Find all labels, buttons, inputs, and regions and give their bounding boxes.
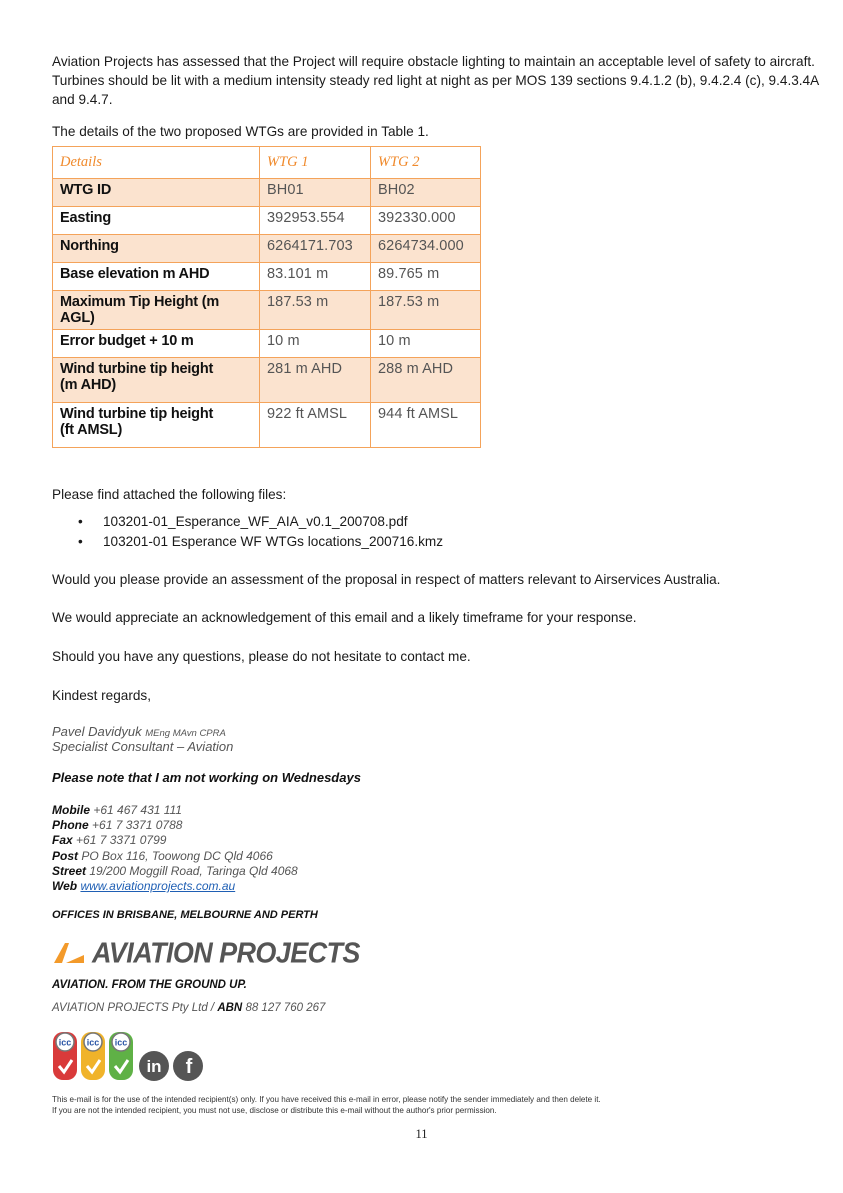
contact-value: +61 7 3371 0799 — [76, 833, 167, 848]
intro-paragraph: Aviation Projects has assessed that the Project will require obstacle lighting to maintain an acceptable level of safety to aircraft. Turbines should be lit with a medium intensity steady red light at night as per MOS 139 sections 9.4.1.2 (b), 9.4.2.4 (c), 9.4.3.4A and 9.4.7. — [52, 54, 819, 107]
row-label — [53, 358, 260, 403]
slogan: AVIATION. FROM THE GROUND UP. — [52, 979, 247, 991]
wtg1-value: 281 m AHD — [260, 358, 371, 403]
contact-block — [52, 803, 298, 894]
disclaimer-line: This e-mail is for the use of the intended recipient(s) only. If you have received this e-mail in error, please notify the sender immediately and then delete it. — [52, 1095, 601, 1104]
certification-badge-icon — [80, 1030, 106, 1082]
table-row — [53, 263, 481, 291]
contact-line — [52, 803, 298, 818]
badge-label: icc — [58, 1037, 72, 1048]
table-header-cell: WTG 1 — [260, 147, 371, 179]
table-intro: The details of the two proposed WTGs are provided in Table 1. — [52, 124, 429, 139]
table-header-cell: Details — [53, 147, 260, 179]
table-row — [53, 330, 481, 358]
contact-line — [52, 833, 298, 848]
signature-name — [52, 724, 226, 739]
assessment-request: Would you please provide an assessment of the proposal in respect of matters relevant to Airservices Australia. — [52, 572, 721, 587]
acknowledgement-request: We would appreciate an acknowledgement of this email and a likely timeframe for your response. — [52, 610, 637, 625]
wtg2-value: 6264734.000 — [371, 235, 481, 263]
logo-text: AVIATION PROJECTS — [92, 936, 360, 969]
availability-note: Please note that I am not working on Wednesdays — [52, 770, 361, 785]
row-label-line: (ft AMSL) — [60, 422, 123, 438]
table-header-row — [53, 147, 481, 179]
row-label: Easting — [53, 207, 260, 235]
table-row — [53, 235, 481, 263]
wtg2-value: 187.53 m — [371, 291, 481, 330]
attachments-intro: Please find attached the following files: — [52, 487, 287, 502]
row-label: WTG ID — [53, 179, 260, 207]
wtg1-value: 83.101 m — [260, 263, 371, 291]
wtg2-value: BH02 — [371, 179, 481, 207]
contact-value: +61 7 3371 0788 — [92, 818, 183, 833]
table-row — [53, 179, 481, 207]
company-logo — [52, 937, 360, 969]
contact-line — [52, 879, 298, 894]
contact-value: PO Box 116, Toowong DC Qld 4066 — [81, 848, 273, 863]
table-row — [53, 207, 481, 235]
page-number: 11 — [415, 1127, 428, 1141]
website-link[interactable]: www.aviationprojects.com.au — [80, 879, 236, 894]
wtg-details-table — [52, 146, 481, 448]
bullet: • — [78, 534, 83, 549]
closing: Kindest regards, — [52, 688, 151, 703]
wtg2-value: 944 ft AMSL — [371, 403, 481, 448]
attachments-list — [52, 512, 443, 552]
contact-label: Phone — [52, 818, 89, 833]
wtg2-value: 392330.000 — [371, 207, 481, 235]
table-header-cell: WTG 2 — [371, 147, 481, 179]
email-disclaimer — [52, 1094, 601, 1116]
certification-badge-icon — [108, 1030, 134, 1082]
abn-value: 88 127 760 267 — [245, 1002, 326, 1014]
certification-badge-icon — [52, 1030, 78, 1082]
attachment-filename: 103201-01 Esperance WF WTGs locations_200716.kmz — [103, 534, 444, 549]
linkedin-icon[interactable] — [138, 1050, 170, 1082]
wtg2-value: 89.765 m — [371, 263, 481, 291]
contact-label: Fax — [52, 833, 73, 848]
offices-line: OFFICES IN BRISBANE, MELBOURNE AND PERTH — [52, 909, 318, 921]
contact-line — [52, 864, 298, 879]
contact-line — [52, 849, 298, 864]
badge-label: icc — [114, 1037, 128, 1048]
table-row — [53, 358, 481, 403]
logo-wing-icon — [52, 941, 86, 965]
wtg2-value: 288 m AHD — [371, 358, 481, 403]
list-item — [52, 532, 443, 552]
abn-label: ABN — [217, 1002, 243, 1014]
facebook-label: f — [185, 1056, 193, 1078]
contact-label: Mobile — [52, 803, 90, 817]
signature-qualifications: MEng MAvn CPRA — [145, 728, 226, 739]
contact-value: +61 467 431 111 — [93, 803, 182, 817]
signature-name-text: Pavel Davidyuk — [52, 724, 142, 739]
questions-note: Should you have any questions, please do not hesitate to contact me. — [52, 649, 471, 664]
row-label: Error budget + 10 m — [53, 330, 260, 358]
contact-value: 19/200 Moggill Road, Taringa Qld 4068 — [89, 863, 298, 878]
attachment-filename: 103201-01_Esperance_WF_AIA_v0.1_200708.pdf — [103, 514, 408, 529]
row-label: Base elevation m AHD — [53, 263, 260, 291]
row-label-line: (m AHD) — [60, 377, 117, 393]
table-row — [53, 403, 481, 448]
row-label: Northing — [53, 235, 260, 263]
company-name: AVIATION PROJECTS Pty Ltd / — [52, 1002, 215, 1014]
wtg1-value: BH01 — [260, 179, 371, 207]
wtg1-value: 392953.554 — [260, 207, 371, 235]
facebook-icon[interactable] — [172, 1050, 204, 1082]
contact-label: Web — [52, 879, 78, 894]
signature-title: Specialist Consultant – Aviation — [52, 739, 234, 754]
bullet: • — [78, 514, 83, 529]
wtg2-value: 10 m — [371, 330, 481, 358]
contact-label: Street — [52, 863, 87, 878]
linkedin-label: in — [146, 1057, 162, 1076]
list-item — [52, 512, 443, 532]
contact-line — [52, 818, 298, 833]
wtg1-value: 6264171.703 — [260, 235, 371, 263]
wtg1-value: 922 ft AMSL — [260, 403, 371, 448]
wtg1-value: 10 m — [260, 330, 371, 358]
row-label: Maximum Tip Height (m AGL) — [53, 291, 260, 330]
table-row — [53, 291, 481, 330]
badge-label: icc — [86, 1037, 100, 1048]
badges-row — [52, 1030, 204, 1082]
wtg1-value: 187.53 m — [260, 291, 371, 330]
company-line — [52, 1002, 325, 1014]
row-label-line: Wind turbine tip height — [60, 406, 214, 422]
contact-label: Post — [52, 848, 79, 863]
disclaimer-line: If you are not the intended recipient, you must not use, disclose or distribute this e-mail without the author's prior permission. — [52, 1106, 497, 1115]
row-label-line: Wind turbine tip height — [60, 361, 214, 377]
row-label — [53, 403, 260, 448]
